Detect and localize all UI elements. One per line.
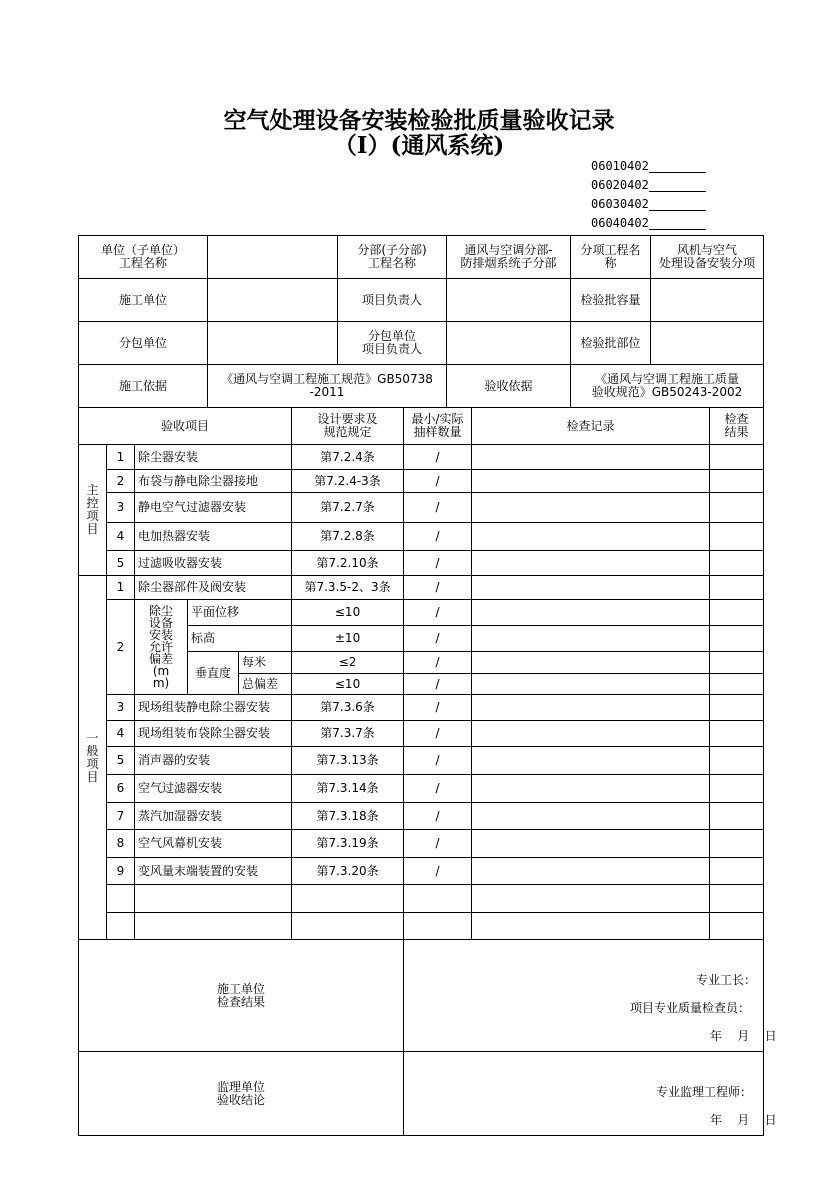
date-label-2: 年 月 日 [710,1113,777,1127]
item-record[interactable] [472,721,710,747]
foreman-label: 专业工长： [696,973,757,987]
item-spec: 第7.3.20条 [292,858,404,885]
item-result[interactable] [710,885,764,913]
item-name: 现场组装布袋除尘器安装 [135,721,292,747]
division-label: 分部(子分部) 工程名称 [338,236,447,279]
table-row [79,576,764,600]
item-record[interactable] [472,576,710,600]
item-no: 8 [107,830,135,858]
table-row [79,885,764,913]
item-sample: / [404,747,472,775]
item-record[interactable] [472,913,710,940]
item-name: 除尘器安装 [135,445,292,470]
item-spec: 第7.2.4条 [292,445,404,470]
item-name: 变风量末端装置的安装 [135,858,292,885]
item-name: 布袋与静电除尘器接地 [135,470,292,493]
item-name: 电加热器安装 [135,523,292,551]
item-result[interactable] [710,551,764,576]
item-record[interactable] [472,695,710,721]
item-no: 7 [107,803,135,830]
page-subtitle: （Ⅰ）(通风系统) [333,132,505,159]
item-result[interactable] [710,858,764,885]
item-result[interactable] [710,674,764,695]
item-spec: ≤2 [292,652,404,674]
item-no: 3 [107,493,135,523]
item-name: 消声器的安装 [135,747,292,775]
item-result[interactable] [710,652,764,674]
item-result[interactable] [710,721,764,747]
item-result[interactable] [710,600,764,626]
item-record[interactable] [472,674,710,695]
item-no [107,885,135,913]
table-row [79,830,764,858]
item-sample: / [404,523,472,551]
batch-capacity-label: 检验批容量 [571,279,651,322]
sub-project-manager-value[interactable] [447,322,571,365]
item-sample [404,885,472,913]
unit-name-label: 单位（子单位） 工程名称 [79,236,208,279]
project-manager-label: 项目负责人 [338,279,447,322]
contractor-value[interactable] [208,279,338,322]
item-sample: / [404,600,472,626]
table-row [79,523,764,551]
item-sample: / [404,775,472,803]
item-result[interactable] [710,626,764,652]
item-sample [404,913,472,940]
general-group-label: 一般项目 [79,576,107,940]
sub-project-manager-label: 分包单位 项目负责人 [338,322,447,365]
item-sample: / [404,626,472,652]
item-record[interactable] [472,626,710,652]
subcontractor-value[interactable] [208,322,338,365]
batch-location-label: 检验批部位 [571,322,651,365]
item-record[interactable] [472,803,710,830]
item-result[interactable] [710,747,764,775]
form-code-2: 06020402 [591,178,706,192]
batch-location-value[interactable] [651,322,764,365]
item-record[interactable] [472,885,710,913]
col-header-spec: 设计要求及 规范规定 [292,408,404,445]
item-no: 1 [107,576,135,600]
subcontractor-label: 分包单位 [79,322,208,365]
supervisor-result-row [79,1052,764,1136]
quality-inspector-label: 项目专业质量检查员： [630,1001,751,1015]
item-spec: 第7.3.7条 [292,721,404,747]
item-record[interactable] [472,652,710,674]
table-row [79,803,764,830]
contractor-label: 施工单位 [79,279,208,322]
item-no: 9 [107,858,135,885]
table-row [79,600,764,626]
col-header-item: 验收项目 [79,408,292,445]
item-sample: / [404,445,472,470]
supervisor-result-label: 监理单位 验收结论 [79,1052,404,1136]
item-no: 5 [107,747,135,775]
per-meter-label: 每米 [239,652,292,674]
item-spec: 第7.3.18条 [292,803,404,830]
table-row [79,470,764,493]
item-result[interactable] [710,493,764,523]
item-spec: 第7.3.6条 [292,695,404,721]
supervising-engineer-label: 专业监理工程师： [656,1085,753,1099]
item-result[interactable] [710,523,764,551]
item-result[interactable] [710,445,764,470]
item-result[interactable] [710,775,764,803]
item-spec: ≤10 [292,674,404,695]
acceptance-basis-value: 《通风与空调工程施工质量 验收规范》GB50243-2002 [571,365,764,408]
item-no: 1 [107,445,135,470]
item-spec: 第7.3.19条 [292,830,404,858]
item-name [135,913,292,940]
item-name: 过滤吸收器安装 [135,551,292,576]
item-spec: 第7.3.14条 [292,775,404,803]
item-record[interactable] [472,445,710,470]
col-header-sample: 最小/实际 抽样数量 [404,408,472,445]
subitem-value: 风机与空气 处理设备安装分项 [651,236,764,279]
contractor-result-label: 施工单位 检查结果 [79,940,404,1052]
table-row [79,913,764,940]
batch-capacity-value[interactable] [651,279,764,322]
item-record[interactable] [472,858,710,885]
division-value: 通风与空调分部- 防排烟系统子分部 [447,236,571,279]
table-row [79,747,764,775]
subitem-label: 分项工程名 称 [571,236,651,279]
item-sample: / [404,858,472,885]
item-record[interactable] [472,747,710,775]
item-name: 空气风幕机安装 [135,830,292,858]
item-name: 除尘器部件及阀安装 [135,576,292,600]
table-row [79,551,764,576]
verticality-label: 垂直度 [188,652,239,695]
form-code-3: 06030402 [591,197,706,211]
item-result[interactable] [710,695,764,721]
item-sample: / [404,551,472,576]
table-row [79,721,764,747]
item-no: 6 [107,775,135,803]
contractor-result-area[interactable] [404,940,777,1052]
unit-name-value[interactable] [208,236,338,279]
item-no: 3 [107,695,135,721]
date-label: 年 月 日 [710,1029,777,1043]
item-spec: 第7.2.7条 [292,493,404,523]
item-no [107,913,135,940]
item-record[interactable] [472,523,710,551]
project-info-table [78,235,764,408]
item-record[interactable] [472,551,710,576]
supervisor-result-area[interactable] [404,1052,777,1136]
item-name: 静电空气过滤器安装 [135,493,292,523]
item-sample: / [404,803,472,830]
item-name: 现场组装静电除尘器安装 [135,695,292,721]
construction-basis-value: 《通风与空调工程施工规范》GB50738 -2011 [208,365,447,408]
construction-basis-label: 施工依据 [79,365,208,408]
total-deviation-label: 总偏差 [239,674,292,695]
project-manager-value[interactable] [447,279,571,322]
item-no: 4 [107,523,135,551]
acceptance-basis-label: 验收依据 [447,365,571,408]
item-sample: / [404,674,472,695]
item-spec: 第7.2.10条 [292,551,404,576]
item-record[interactable] [472,775,710,803]
item-name [135,885,292,913]
item-spec: 第7.3.5-2、3条 [292,576,404,600]
inspection-items-table [78,407,777,1136]
item-result[interactable] [710,576,764,600]
item-sample: / [404,830,472,858]
table-row [79,858,764,885]
item-result[interactable] [710,830,764,858]
item-record[interactable] [472,493,710,523]
item-record[interactable] [472,830,710,858]
item-sample: / [404,695,472,721]
item-name: 蒸汽加湿器安装 [135,803,292,830]
item-name: 空气过滤器安装 [135,775,292,803]
item-result[interactable] [710,470,764,493]
page-title: 空气处理设备安装检验批质量验收记录 [223,107,615,134]
deviation-group-label: 除尘设备安装允许偏差(mm) [135,600,188,695]
plane-displacement-label: 平面位移 [188,600,292,626]
form-code-4: 06040402 [591,216,706,230]
item-no: 4 [107,721,135,747]
item-result[interactable] [710,803,764,830]
item-spec: 第7.2.8条 [292,523,404,551]
elevation-label: 标高 [188,626,292,652]
contractor-result-row [79,940,764,1052]
item-sample: / [404,576,472,600]
item-spec [292,885,404,913]
item-sample: / [404,470,472,493]
item-record[interactable] [472,470,710,493]
item-no: 2 [107,600,135,695]
item-sample: / [404,721,472,747]
item-spec: ≤10 [292,600,404,626]
item-sample: / [404,652,472,674]
table-row [79,445,764,470]
item-spec: 第7.3.13条 [292,747,404,775]
item-result[interactable] [710,913,764,940]
form-code-1: 06010402 [591,159,706,173]
col-header-result: 检查 结果 [710,408,764,445]
item-sample: / [404,493,472,523]
main-group-label: 主控项目 [79,445,107,576]
item-record[interactable] [472,600,710,626]
table-row [79,695,764,721]
col-header-record: 检查记录 [472,408,710,445]
item-spec: 第7.2.4-3条 [292,470,404,493]
item-spec: ±10 [292,626,404,652]
item-no: 5 [107,551,135,576]
table-row [79,493,764,523]
table-row [79,775,764,803]
item-spec [292,913,404,940]
item-no: 2 [107,470,135,493]
